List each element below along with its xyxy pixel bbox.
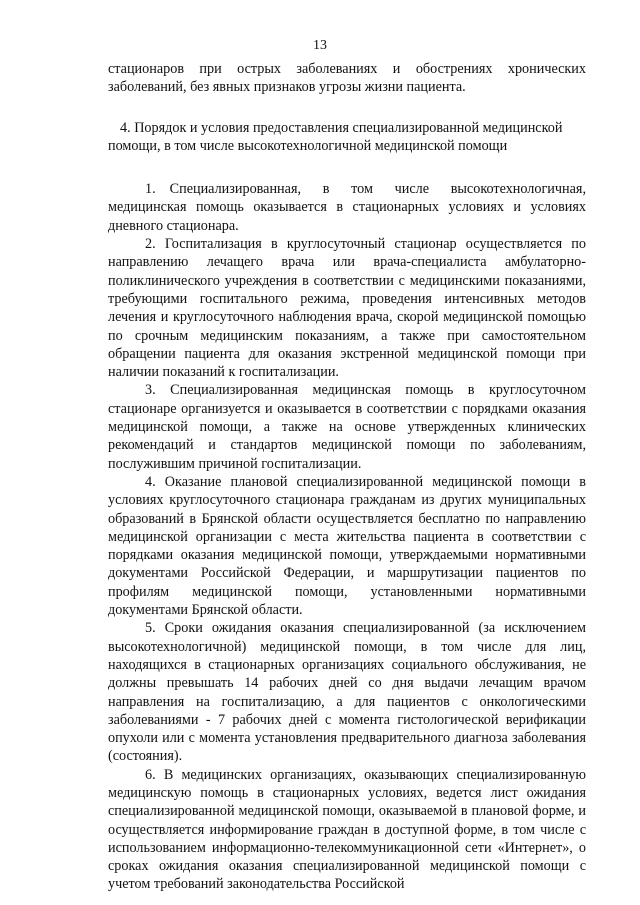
page-number: 13 xyxy=(313,38,327,53)
item-number: 6. xyxy=(145,766,156,783)
list-item xyxy=(108,473,586,619)
item-text: Сроки ожидания оказания специализированной (за исключением высокотехнологичной) медицинской помощи, в том числе для лиц, находящихся в стационарных организациях социального обслуживания, не должны превышать 14 рабочих дней со дня выдачи лечащим врачом направления на госпитализацию, а для пациентов с онкологическими заболеваниями - 7 рабочих дней с момента гистологической верификации опухоли или с момента установления предварительного диагноза заболевания (состояния). xyxy=(108,620,587,765)
item-text: Госпитализация в круглосуточный стационар осуществляется по направлению лечащего врача или врача-специалиста амбулаторно-поликлинического учреждения в соответствии с медицинскими показаниями, требующими госпитального режима, проведения интенсивных методов лечения и круглосуточного наблюдения врача, скорой медицинской помощью по срочным медицинским показаниям, а также при самостоятельном обращении пациента для оказания экстренной медицинской помощи при наличии показаний к госпитализации. xyxy=(108,236,586,381)
item-text: Оказание плановой специализированной медицинской помощи в условиях круглосуточного стационара гражданам из других муниципальных образований в Брянской области осуществляется бесплатно по направлению медицинской организации с места жительства пациента в соответствии с порядками оказания медицинской помощи, утверждаемыми нормативными документами Российской Федерации, и маршрутизации пациентов по профилям медицинской помощи, установленными нормативными документами Брянской области. xyxy=(108,473,586,619)
section-heading: 4. Порядок и условия предоставления специализированной медицинской помощи, в том числе высокотехнологичной медицинской помощи xyxy=(108,119,563,154)
item-number: 1. xyxy=(145,181,156,198)
item-text: В медицинских организациях, оказывающих специализированную медицинскую помощь в стационарных условиях, ведется лист ожидания специализированной медицинской помощи, оказываемой в плановой форме, и осуществляется информирование граждан в доступной форме, в том числе с использованием информационно-телекоммуникационной сети «Интернет», о сроках ожидания оказания специализированной медицинской помощи с учетом требований законодательства Российской xyxy=(108,766,586,893)
item-text: Специализированная, в том числе высокотехнологичная, медицинская помощь оказывается в стационарных условиях и условиях дневного стационара. xyxy=(108,181,586,234)
document-body xyxy=(108,60,586,894)
list-item xyxy=(108,381,586,472)
continued-paragraph: стационаров при острых заболеваниях и обострениях хронических заболеваний, без явных признаков угрозы жизни пациента. xyxy=(108,61,586,96)
list-item xyxy=(108,766,586,894)
item-number: 3. xyxy=(145,382,156,399)
list-item xyxy=(108,180,586,235)
item-number: 4. xyxy=(145,473,156,490)
list-item xyxy=(108,235,586,381)
item-text: Специализированная медицинская помощь в круглосуточном стационаре организуется и оказывается в соответствии с порядками оказания медицинской помощи, а также на основе утвержденных клинических рекомендаций и стандартов медицинской помощи по заболеваниям, послужившим причиной госпитализации. xyxy=(108,382,586,472)
list-item xyxy=(108,619,586,765)
item-number: 5. xyxy=(145,620,156,637)
item-number: 2. xyxy=(145,236,156,253)
